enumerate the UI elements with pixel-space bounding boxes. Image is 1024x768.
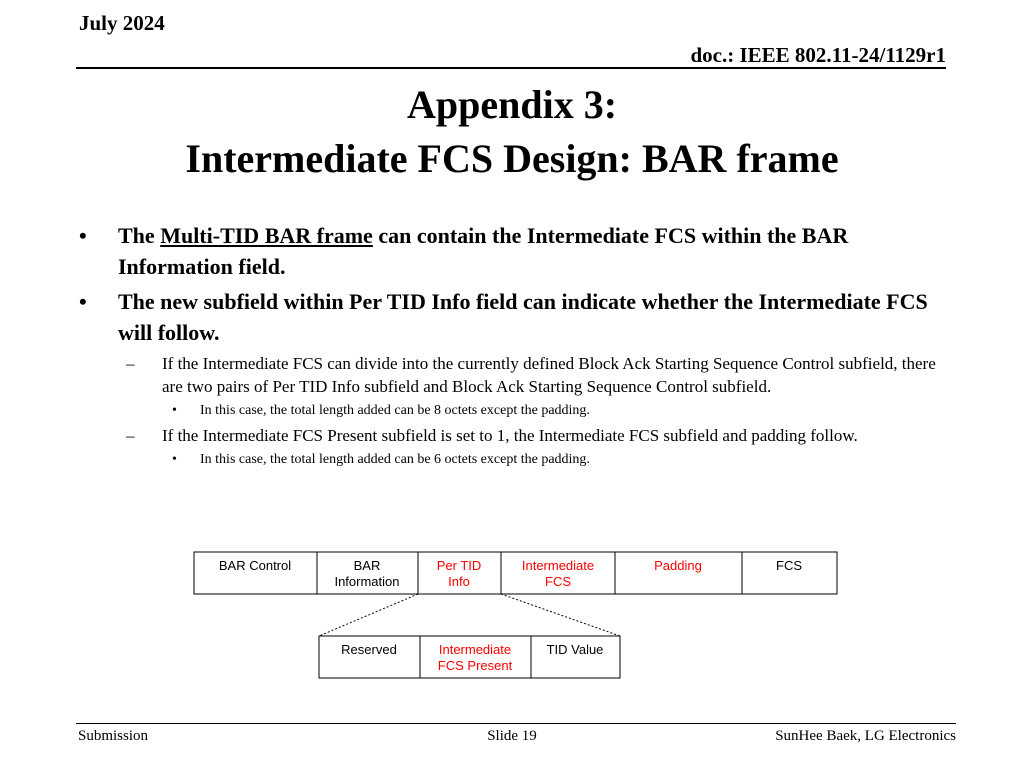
detail-bullet-marker: • (172, 452, 177, 467)
detail-bullet-text: In this case, the total length added can be 8 octets except the padding. (200, 403, 590, 418)
footer-submission: Submission (78, 728, 149, 744)
bullet-marker: • (79, 289, 87, 314)
expansion-line-left (319, 594, 418, 636)
sub-bullet-text: If the Intermediate FCS Present subfield is set to 1, the Intermediate FCS subfield and padding follow. (162, 426, 858, 445)
bullet-text: The new subfield within Per TID Info field can indicate whether the Intermediate FCS will follow. (118, 289, 928, 345)
bar-information-label-1: BAR (353, 558, 381, 573)
expansion-lines (319, 594, 620, 636)
reserved-label: Reserved (341, 642, 397, 657)
intermediate-fcs-present-label-1: Intermediate (438, 642, 512, 657)
multi-tid-bar-frame-link: Multi-TID BAR frame (160, 223, 373, 248)
bullet-text-post: can contain the Intermediate FCS within the BAR Information field. (118, 223, 849, 279)
footer-divider (76, 723, 956, 724)
sub-bullet-marker: – (126, 354, 135, 373)
per-tid-info-label-2: Info (448, 574, 470, 589)
bar-control-label: BAR Control (218, 558, 292, 573)
bullet-marker: • (79, 223, 87, 248)
bullet-text-pre: The (118, 223, 161, 248)
expansion-line-right (501, 594, 620, 636)
tid-value-label: TID Value (546, 642, 604, 657)
fcs-label: FCS (776, 558, 802, 573)
intermediate-fcs-label-2: FCS (545, 574, 571, 589)
intermediate-fcs-present-label-2: FCS Present (437, 658, 513, 673)
sub-bullet-text: If the Intermediate FCS can divide into the currently defined Block Ack Starting Sequence Control subfield, there are two pairs of Per TID Info subfield and Block Ack Starting Sequence Control subfield. (162, 354, 936, 396)
slide-title-line-1: Appendix 3: (406, 82, 618, 127)
sub-bullet-marker: – (126, 426, 135, 445)
bar-information-label-2: Information (334, 574, 400, 589)
header-date: July 2024 (79, 11, 165, 35)
detail-bullet-marker: • (172, 403, 177, 418)
detail-bullet-text: In this case, the total length added can be 6 octets except the padding. (200, 452, 590, 467)
header-doc-id: doc.: IEEE 802.11-24/1129r1 (690, 43, 946, 67)
intermediate-fcs-label-1: Intermediate (521, 558, 595, 573)
footer-author: SunHee Baek, LG Electronics (775, 728, 956, 744)
per-tid-info-label-1: Per TID (436, 558, 482, 573)
slide-title-line-2: Intermediate FCS Design: BAR frame (185, 136, 839, 181)
footer-slide-number: Slide 19 (487, 728, 537, 744)
padding-label: Padding (654, 558, 702, 573)
